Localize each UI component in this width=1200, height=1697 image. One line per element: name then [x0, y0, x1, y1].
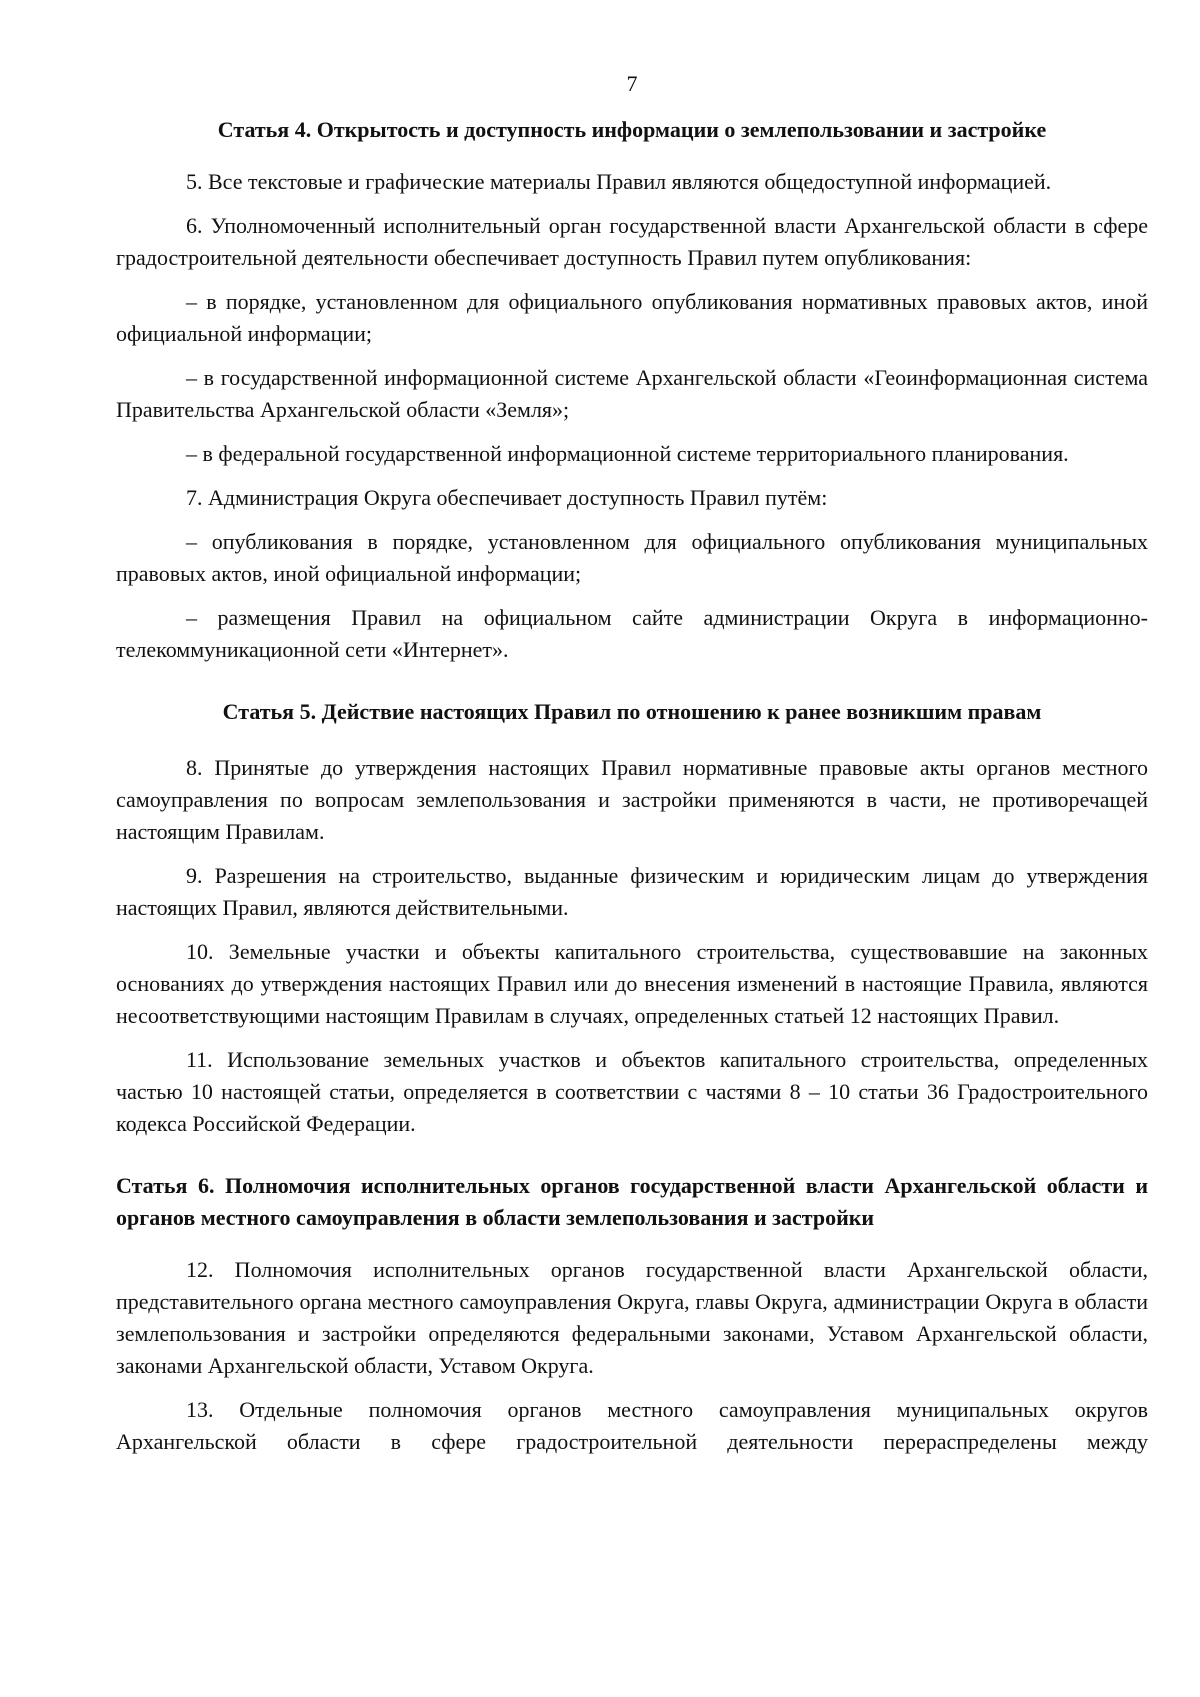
paragraph-12: 12. Полномочия исполнительных органов государственной власти Архангельской области, представительного органа местного самоуправления Округа, главы Округа, администрации Округа в области землепользования и застройки определяются федеральными законами, Уставом Архангельской области, законами Архангельской области, Уставом Округа. [116, 1257, 1148, 1378]
paragraph-7-item-2: – размещения Правил на официальном сайте администрации Округа в информационно-телекоммуникационной сети «Интернет». [116, 605, 1148, 662]
page-number: 7 [626, 71, 638, 96]
paragraph-6-item-3: – в федеральной государственной информационной системе территориального планирования. [186, 441, 1069, 466]
paragraph-7-item-1: – опубликования в порядке, установленном для официального опубликования муниципальных правовых актов, иной официальной информации; [116, 529, 1148, 586]
paragraph-9: 9. Разрешения на строительство, выданные физическим и юридическим лицам до утверждения настоящих Правил, являются действительными. [116, 863, 1148, 920]
article-5-heading: Статья 5. Действие настоящих Правил по отношению к ранее возникшим правам [222, 699, 1042, 724]
paragraph-10: 10. Земельные участки и объекты капитального строительства, существовавшие на законных основаниях до утверждения настоящих Правил или до внесения изменений в настоящие Правила, являются несоответствующими настоящим Правилам в случаях, определенных статьей 12 настоящих Правил. [116, 939, 1148, 1028]
article-4-heading: Статья 4. Открытость и доступность информации о землепользовании и застройке [217, 117, 1047, 142]
document-page [116, 68, 1148, 1470]
paragraph-13: 13. Отдельные полномочия органов местного самоуправления муниципальных округов Архангельской области в сфере градостроительной деятельности перераспределены между [116, 1397, 1148, 1454]
article-6-heading: Статья 6. Полномочия исполнительных органов государственной власти Архангельской области и органов местного самоуправления в области землепользования и застройки [116, 1173, 1148, 1230]
paragraph-7: 7. Администрация Округа обеспечивает доступность Правил путём: [186, 485, 828, 510]
paragraph-11: 11. Использование земельных участков и объектов капитального строительства, определенных частью 10 настоящей статьи, определяется в соответствии с частями 8 – 10 статьи 36 Градостроительного кодекса Российской Федерации. [116, 1047, 1148, 1136]
paragraph-5: 5. Все текстовые и графические материалы Правил являются общедоступной информацией. [186, 169, 1052, 194]
paragraph-6-item-2: – в государственной информационной системе Архангельской области «Геоинформационная система Правительства Архангельской области «Земля»; [116, 365, 1148, 422]
paragraph-6-item-1: – в порядке, установленном для официального опубликования нормативных правовых актов, иной официальной информации; [116, 289, 1148, 346]
paragraph-8: 8. Принятые до утверждения настоящих Правил нормативные правовые акты органов местного самоуправления по вопросам землепользования и застройки применяются в части, не противоречащей настоящим Правилам. [116, 755, 1148, 844]
paragraph-6: 6. Уполномоченный исполнительный орган государственной власти Архангельской области в сфере градостроительной деятельности обеспечивает доступность Правил путем опубликования: [116, 213, 1148, 270]
